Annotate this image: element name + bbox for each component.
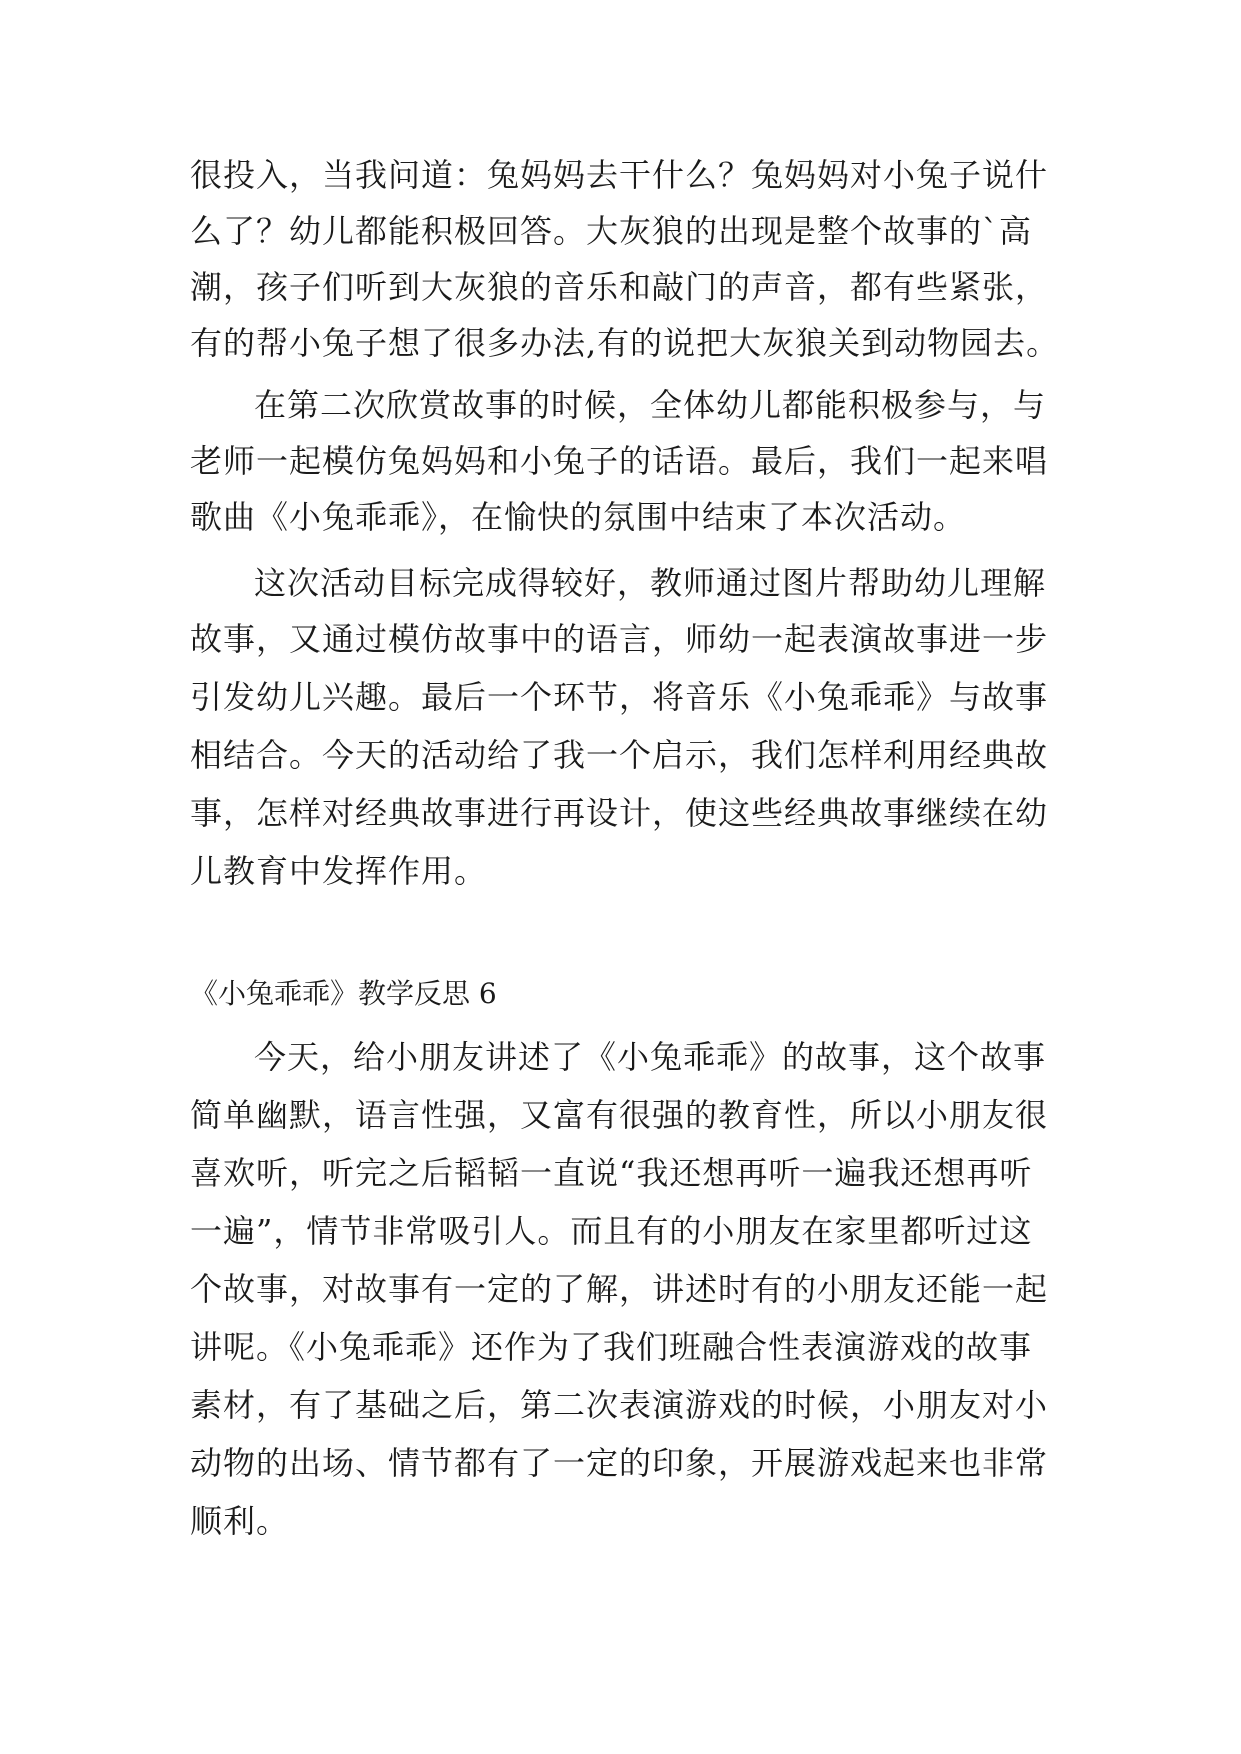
text-line: 故事，又通过模仿故事中的语言，师幼一起表演故事进一步 [190,620,1049,658]
text-line: 简单幽默，语言性强，又富有很强的教育性，所以小朋友很 [190,1096,1049,1134]
section-title: 《小兔乖乖》教学反思 6 [190,977,497,1010]
text-line: 事，怎样对经典故事进行再设计，使这些经典故事继续在幼 [190,794,1049,832]
text-line: 很投入，当我问道：兔妈妈去干什么？兔妈妈对小兔子说什 [190,156,1049,194]
text-line: 儿教育中发挥作用。 [190,852,488,890]
text-line: 相结合。今天的活动给了我一个启示，我们怎样利用经典故 [190,736,1049,774]
text-line: 个故事，对故事有一定的了解，讲述时有的小朋友还能一起 [190,1270,1049,1308]
text-line: 有的帮小兔子想了很多办法,有的说把大灰狼关到动物园去。 [190,324,1060,362]
text-line: 么了？幼儿都能积极回答。大灰狼的出现是整个故事的`高 [190,212,1033,250]
text-line: 动物的出场、情节都有了一定的印象，开展游戏起来也非常 [190,1444,1049,1482]
text-line: 老师一起模仿兔妈妈和小兔子的话语。最后，我们一起来唱 [190,442,1049,480]
text-line: 讲呢。《小兔乖乖》还作为了我们班融合性表演游戏的故事 [190,1328,1033,1366]
text-line: 在第二次欣赏故事的时候，全体幼儿都能积极参与，与 [254,386,1047,424]
text-line: 潮，孩子们听到大灰狼的音乐和敲门的声音，都有些紧张， [190,268,1049,306]
text-line: 素材，有了基础之后，第二次表演游戏的时候，小朋友对小 [190,1386,1049,1424]
text-line: 顺利。 [190,1502,290,1540]
text-line: 歌曲《小兔乖乖》，在愉快的氛围中结束了本次活动。 [190,498,967,536]
text-line: 一遍”，情节非常吸引人。而且有的小朋友在家里都听过这 [190,1212,1033,1250]
text-line: 今天，给小朋友讲述了《小兔乖乖》的故事，这个故事 [254,1038,1047,1076]
text-line: 喜欢听，听完之后韬韬一直说“我还想再听一遍我还想再听 [190,1154,1033,1192]
text-line: 这次活动目标完成得较好，教师通过图片帮助幼儿理解 [254,564,1047,602]
text-line: 引发幼儿兴趣。最后一个环节，将音乐《小兔乖乖》与故事 [190,678,1049,716]
